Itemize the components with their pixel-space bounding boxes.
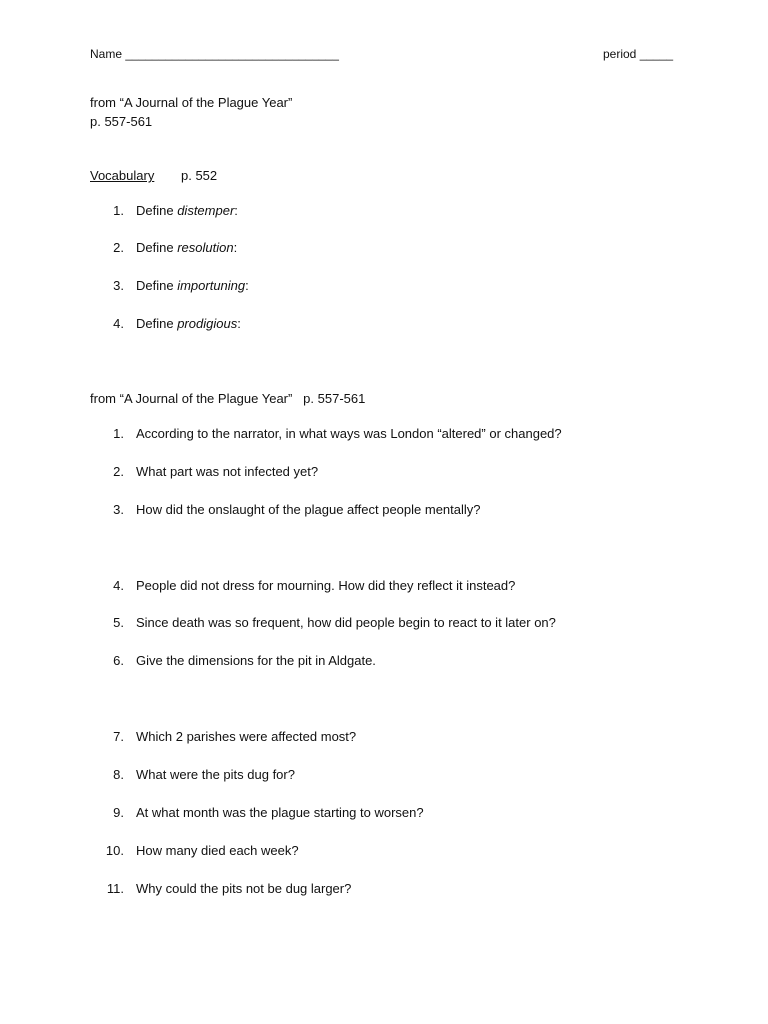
- colon: :: [234, 203, 238, 218]
- vocabulary-heading: Vocabulary: [90, 168, 155, 183]
- name-field-label: Name ________________________________: [90, 47, 339, 61]
- question-text: People did not dress for mourning. How did they reflect it instead?: [136, 578, 516, 593]
- questions-heading: from “A Journal of the Plague Year” p. 557-561: [90, 391, 366, 406]
- question-text: How many died each week?: [136, 843, 299, 858]
- item-text: [136, 203, 238, 218]
- question-number: 8.: [113, 767, 124, 782]
- question-text: Which 2 parishes were affected most?: [136, 729, 357, 744]
- question-text: How did the onslaught of the plague affect people mentally?: [136, 502, 481, 517]
- item-number: 4.: [113, 316, 124, 331]
- define-prefix: Define: [136, 240, 178, 255]
- question-text: Why could the pits not be dug larger?: [136, 881, 352, 896]
- item-number: 1.: [113, 203, 124, 218]
- item-text: [136, 316, 241, 331]
- vocab-term: prodigious: [177, 316, 238, 331]
- question-text: At what month was the plague starting to worsen?: [136, 805, 424, 820]
- item-number: 3.: [113, 278, 124, 293]
- question-text: According to the narrator, in what ways was London “altered” or changed?: [136, 426, 562, 441]
- colon: :: [245, 278, 249, 293]
- question-number: 7.: [113, 729, 124, 744]
- question-number: 5.: [113, 615, 124, 630]
- define-prefix: Define: [136, 278, 178, 293]
- document-pages: p. 557-561: [90, 114, 153, 129]
- question-text: Give the dimensions for the pit in Aldgate.: [136, 653, 376, 668]
- colon: :: [237, 316, 241, 331]
- colon: :: [233, 240, 238, 255]
- question-text: Since death was so frequent, how did people begin to react to it later on?: [136, 615, 556, 630]
- item-text: [136, 240, 237, 255]
- item-number: 2.: [113, 240, 124, 255]
- question-text: What part was not infected yet?: [136, 464, 319, 479]
- question-number: 10.: [105, 843, 124, 858]
- question-number: 11.: [106, 881, 124, 896]
- vocabulary-page: p. 552: [181, 168, 218, 183]
- question-number: 4.: [113, 578, 124, 593]
- question-text: What were the pits dug for?: [136, 767, 295, 782]
- question-number: 1.: [113, 426, 124, 441]
- question-number: 2.: [113, 464, 124, 479]
- question-number: 9.: [113, 805, 124, 820]
- vocab-term: resolution: [177, 240, 234, 255]
- item-text: [136, 278, 249, 293]
- vocab-term: distemper: [177, 203, 235, 218]
- define-prefix: Define: [136, 316, 178, 331]
- vocab-term: importuning: [177, 278, 246, 293]
- define-prefix: Define: [136, 203, 178, 218]
- period-field-label: period _____: [603, 47, 674, 61]
- question-number: 3.: [113, 502, 124, 517]
- question-number: 6.: [113, 653, 124, 668]
- document-title: from “A Journal of the Plague Year”: [90, 95, 293, 110]
